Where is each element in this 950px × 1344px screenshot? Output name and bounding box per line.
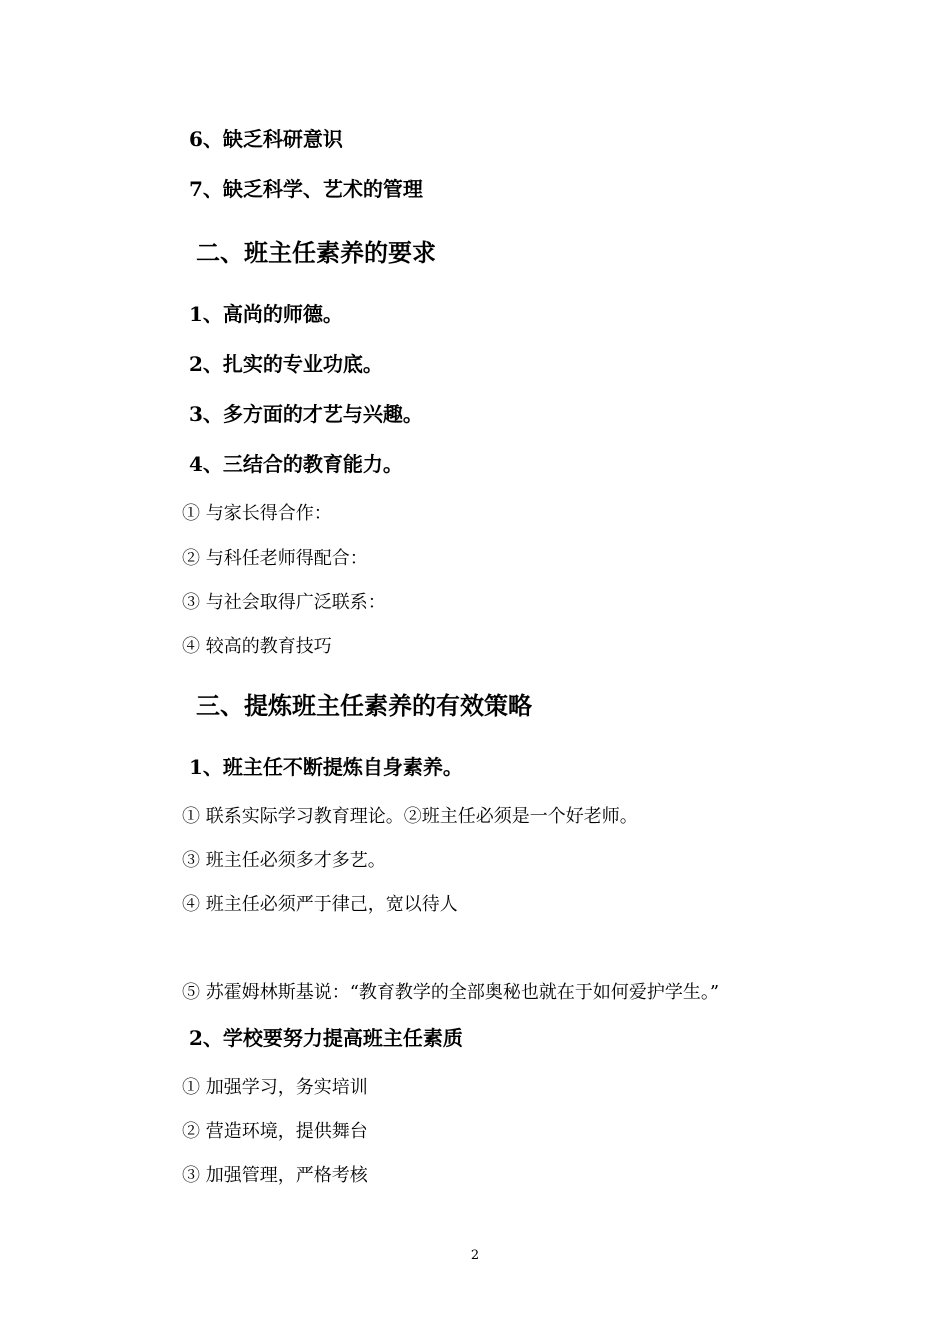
- list-item: 1、班主任不断提炼自身素养。: [189, 755, 463, 779]
- sub-item: ① 联系实际学习教育理论。②班主任必须是一个好老师。: [182, 806, 638, 827]
- sub-item: ③ 班主任必须多才多艺。: [182, 850, 386, 871]
- sub-item: ③ 加强管理，严格考核: [182, 1165, 368, 1186]
- page-number: 2: [470, 1248, 480, 1263]
- list-item: 4、三结合的教育能力。: [189, 452, 403, 476]
- list-item: 2、扎实的专业功底。: [189, 352, 383, 376]
- sub-item: ⑤ 苏霍姆林斯基说：“教育教学的全部奥秘也就在于如何爱护学生。”: [182, 982, 720, 1003]
- list-item: 2、学校要努力提高班主任素质: [189, 1026, 463, 1050]
- sub-item: ④ 较高的教育技巧: [182, 636, 332, 657]
- sub-item: ① 加强学习，务实培训: [182, 1077, 368, 1098]
- section-heading: 三、提炼班主任素养的有效策略: [196, 691, 532, 720]
- sub-item: ② 营造环境，提供舞台: [182, 1121, 368, 1142]
- sub-item: ② 与科任老师得配合：: [182, 548, 368, 569]
- sub-item: ④ 班主任必须严于律己，宽以待人: [182, 894, 458, 915]
- sub-item: ③ 与社会取得广泛联系：: [182, 592, 386, 613]
- list-item: 6、缺乏科研意识: [189, 127, 343, 151]
- list-item: 1、高尚的师德。: [189, 302, 343, 326]
- sub-item: ① 与家长得合作：: [182, 503, 332, 524]
- section-heading: 二、班主任素养的要求: [196, 238, 436, 267]
- list-item: 7、缺乏科学、艺术的管理: [189, 177, 423, 201]
- list-item: 3、多方面的才艺与兴趣。: [189, 402, 423, 426]
